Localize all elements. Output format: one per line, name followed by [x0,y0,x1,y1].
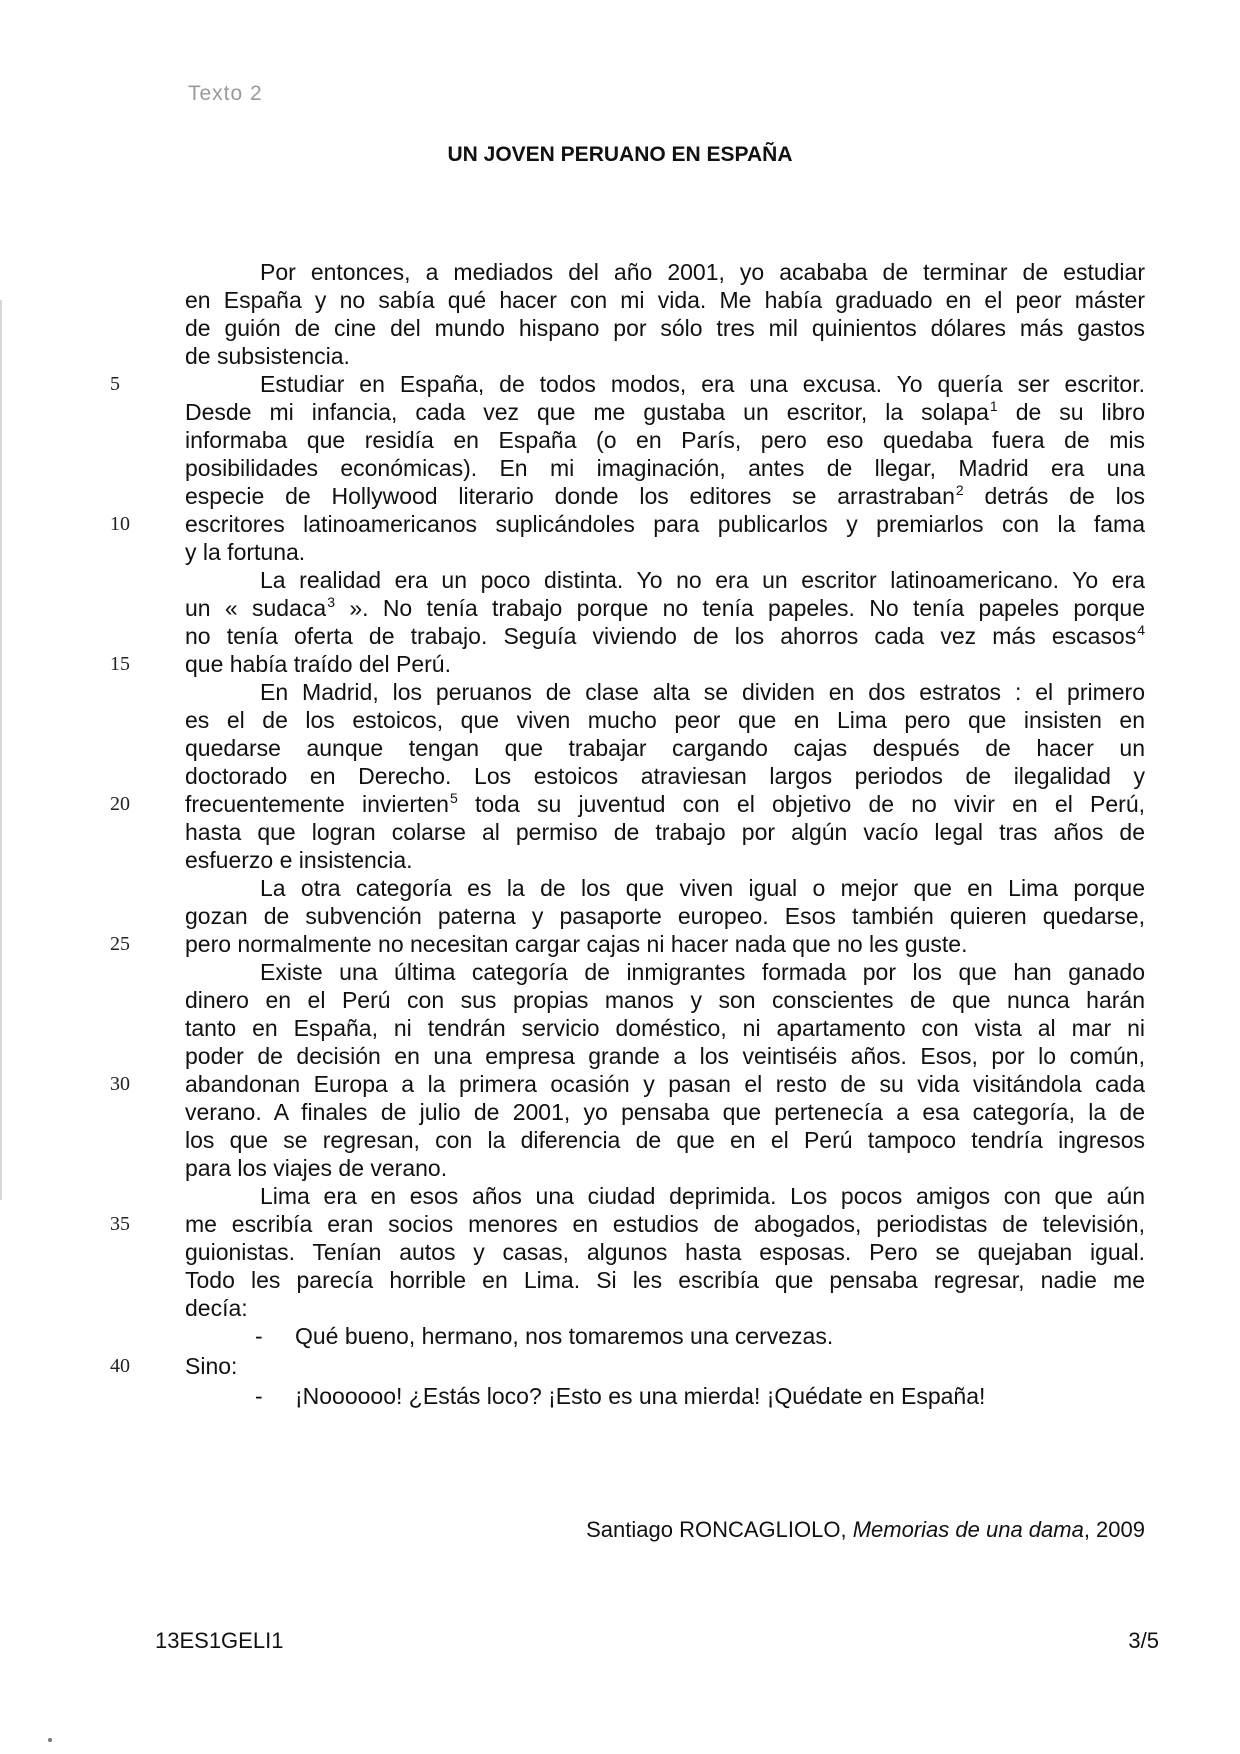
page-number: 3/5 [1128,1628,1159,1653]
text-line: La otra categoría es la de los que viven igual o mejor que en Lima porque [260,875,1145,901]
line-number: 15 [110,653,130,675]
text-line: dinero en el Perú con sus propias manos y son conscientes de que nunca harán [185,987,1145,1013]
text-line: posibilidades económicas). En mi imaginación, antes de llegar, Madrid era una [185,455,1145,481]
text-line: decía: [185,1295,248,1321]
text-line: En Madrid, los peruanos de clase alta se dividen en dos estratos : el primero [260,679,1145,705]
text-line: Desde mi infancia, cada vez que me gustaba un escritor, la solapa$^1$ de su libro [185,398,1145,425]
text-line: Existe una última categoría de inmigrantes formada por los que han ganado [260,959,1145,985]
text-line: que había traído del Perú. [185,651,451,677]
text-line: frecuentemente invierten$^5$ toda su juventud con el objetivo de no vivir en el Perú, [185,790,1145,817]
line-number: 40 [110,1355,130,1377]
text-line: esfuerzo e insistencia. [185,847,413,873]
text-line: poder de decisión en una empresa grande a los veintiséis años. Esos, por lo común, [185,1043,1145,1069]
text-line: no tenía oferta de trabajo. Seguía viviendo de los ahorros cada vez más escasos$^4$ [185,622,1145,649]
source-citation: Santiago RONCAGLIOLO, Memorias de una dama, 2009 [586,1517,1145,1542]
text-line: informaba que residía en España (o en París, pero eso quedaba fuera de mis [185,427,1145,453]
text-line: y la fortuna. [185,539,306,565]
text-line: escritores latinoamericanos suplicándoles para publicarlos y premiarlos con la fama [185,511,1145,537]
line-number: 35 [110,1213,130,1235]
text-line: es el de los estoicos, que viven mucho peor que en Lima pero que insisten en [185,707,1145,733]
text-label: Texto 2 [188,82,263,105]
text-line: doctorado en Derecho. Los estoicos atraviesan largos periodos de ilegalidad y [185,763,1145,789]
text-line: verano. A finales de julio de 2001, yo pensaba que pertenecía a esa categoría, la de [185,1099,1145,1125]
text-line: un « sudaca$^3$ ». No tenía trabajo porque no tenía papeles. No tenía papeles porque [185,594,1145,621]
text-line: pero normalmente no necesitan cargar cajas ni hacer nada que no les guste. [185,931,968,957]
scan-margin-shadow [0,300,2,1200]
text-line: Lima era en esos años una ciudad deprimida. Los pocos amigos con que aún [260,1183,1145,1209]
text-line: de guión de cine del mundo hispano por sólo tres mil quinientos dólares más gastos [185,315,1145,341]
footnote-ref: 1 [989,398,998,414]
text-line: de subsistencia. [185,343,350,369]
line-number: 30 [110,1073,130,1095]
line-number: 25 [110,933,130,955]
text-line: para los viajes de verano. [185,1155,448,1181]
dialogue-line: - ¡Noooooo! ¿Estás loco? ¡Esto es una mierda! ¡Quédate en España! [255,1383,986,1409]
footnote-ref: 4 [1137,622,1145,638]
text-line: Estudiar en España, de todos modos, era una excusa. Yo quería ser escritor. [260,371,1145,397]
text-line: quedarse aunque tengan que trabajar cargando cajas después de hacer un [185,735,1145,761]
footnote-ref: 2 [955,482,964,498]
text-line: La realidad era un poco distinta. Yo no era un escritor latinoamericano. Yo era [260,567,1145,593]
text-line: en España y no sabía qué hacer con mi vida. Me había graduado en el peor máster [185,287,1145,313]
footnote-ref: 3 [327,594,335,610]
work-title: Memorias de una dama [852,1517,1084,1542]
text-line: los que se regresan, con la diferencia de que en el Perú tampoco tendría ingresos [185,1127,1145,1153]
text-line: especie de Hollywood literario donde los editores se arrastraban$^2$ detrás de los [185,482,1145,509]
text-line: Por entonces, a mediados del año 2001, yo acababa de terminar de estudiar [260,259,1145,285]
dialogue-dash: - [255,1383,263,1409]
line-number: 10 [110,513,130,535]
text-line: abandonan Europa a la primera ocasión y pasan el resto de su vida visitándola cada [185,1071,1145,1097]
line-number: 20 [110,793,130,815]
text-line: tanto en España, ni tendrán servicio doméstico, ni apartamento con vista al mar ni [185,1015,1145,1041]
scan-speck [48,1738,52,1742]
dialogue-dash: - [255,1323,263,1349]
text-line: me escribía eran socios menores en estudios de abogados, periodistas de televisión, [185,1211,1145,1237]
text-line: Todo les parecía horrible en Lima. Si les escribía que pensaba regresar, nadie me [185,1267,1145,1293]
page-title: UN JOVEN PERUANO EN ESPAÑA [447,143,793,166]
text-line: guionistas. Tenían autos y casas, algunos hasta esposas. Pero se quejaban igual. [185,1239,1145,1265]
text-line: Sino: [185,1353,238,1379]
dialogue-line: - Qué bueno, hermano, nos tomaremos una cervezas. [255,1323,834,1349]
line-number: 5 [110,373,120,395]
exam-code: 13ES1GELI1 [155,1628,284,1653]
footnote-ref: 5 [449,790,458,806]
text-line: gozan de subvención paterna y pasaporte europeo. Esos también quieren quedarse, [185,903,1145,929]
text-line: hasta que logran colarse al permiso de trabajo por algún vacío legal tras años de [185,819,1145,845]
